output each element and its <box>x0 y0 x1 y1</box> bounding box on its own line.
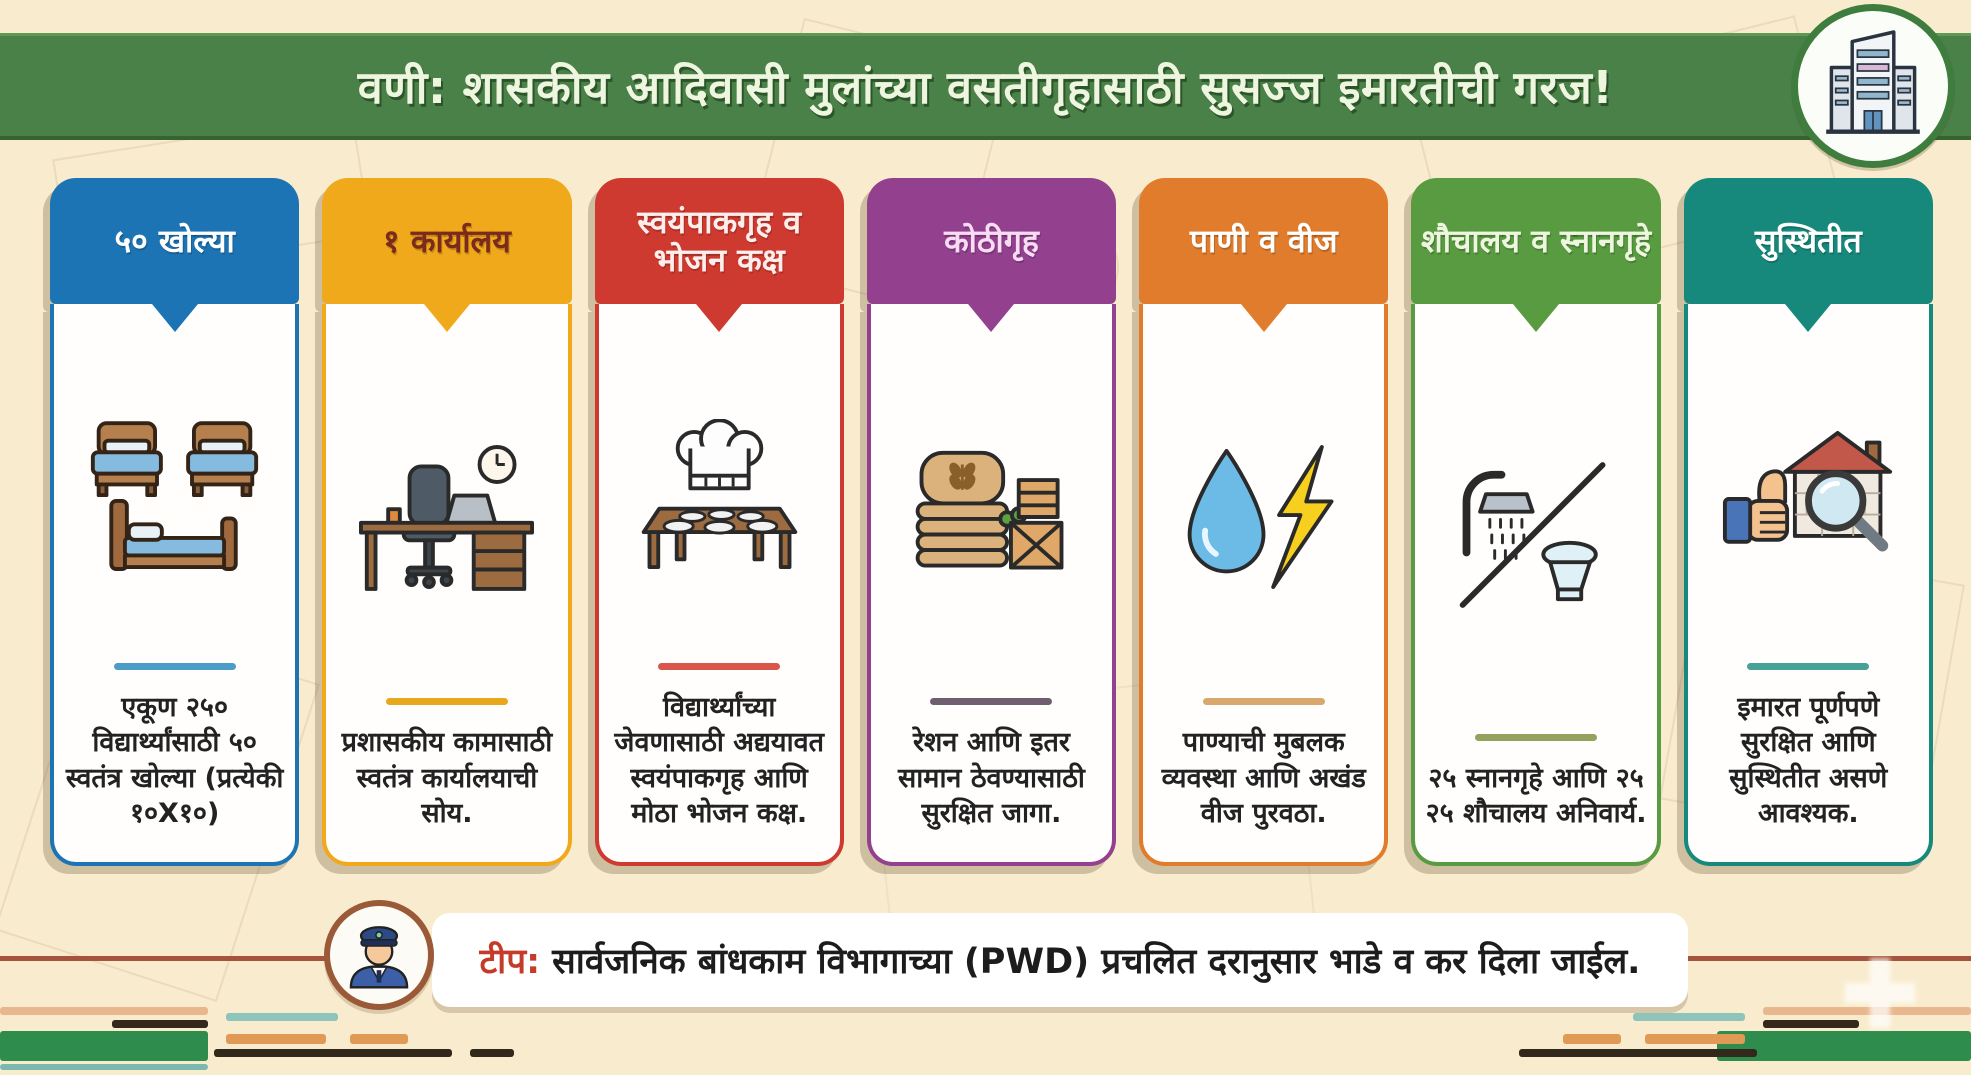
card-divider <box>1475 734 1597 741</box>
header-badge <box>1791 4 1955 168</box>
card-toilets-bathrooms <box>1411 178 1660 866</box>
decor-stripe <box>350 1034 408 1044</box>
card-divider <box>386 698 508 705</box>
note-bar <box>432 913 1688 1007</box>
card-kitchen-dining <box>595 178 844 866</box>
beds-icon <box>87 346 262 653</box>
card-title: ५० खोल्या <box>50 178 299 304</box>
decor-stripe <box>1645 1034 1745 1044</box>
card-title: सुस्थितीत <box>1684 178 1933 304</box>
shower-toilet-icon <box>1449 346 1624 724</box>
card-pointer <box>1513 304 1559 332</box>
card-description: पाण्याची मुबलक व्यवस्था आणि अखंड वीज पुरवठा. <box>1161 727 1366 830</box>
officer-icon <box>340 914 418 996</box>
note-text: सार्वजनिक बांधकाम विभागाच्या (PWD) प्रचलित दरानुसार भाडे व कर दिला जाईल. <box>552 941 1641 982</box>
decor-stripe <box>0 1007 208 1015</box>
card-pointer <box>696 304 742 332</box>
card-title: स्वयंपाकगृह व भोजन कक्ष <box>595 178 844 304</box>
decor-stripe <box>1519 1049 1757 1057</box>
water-electricity-icon <box>1176 346 1351 688</box>
card-pointer <box>1241 304 1287 332</box>
card-title: शौचालय व स्नानगृहे <box>1411 178 1660 304</box>
decor-stripe <box>1563 1034 1621 1044</box>
card-pointer <box>1785 304 1831 332</box>
card-description: विद्यार्थ्यांच्या जेवणासाठी अद्ययावत स्वयंपाकगृह आणि मोठा भोजन कक्ष. <box>614 691 824 830</box>
header-banner <box>0 33 1971 140</box>
decor-stripe <box>0 1064 208 1070</box>
card-office <box>322 178 571 866</box>
office-desk-icon <box>359 346 534 688</box>
card-title: १ कार्यालय <box>322 178 571 304</box>
building-icon <box>1821 26 1925 146</box>
card-divider <box>114 663 236 670</box>
card-description: प्रशासकीय कामासाठी स्वतंत्र कार्यालयाची सोय. <box>341 727 553 830</box>
note-badge <box>324 900 434 1010</box>
decor-stripe <box>226 1013 338 1021</box>
decor-stripe <box>112 1020 208 1028</box>
card-title: पाणी व वीज <box>1139 178 1388 304</box>
card-title: कोठीगृह <box>867 178 1116 304</box>
storage-sacks-icon <box>904 346 1079 688</box>
note-label: टीप: <box>479 941 541 982</box>
decor-stripe <box>214 1049 452 1057</box>
card-rooms <box>50 178 299 866</box>
card-description: रेशन आणि इतर सामान ठेवण्यासाठी सुरक्षित जागा. <box>898 727 1085 830</box>
requirement-cards <box>50 178 1933 866</box>
card-description: २५ स्नानगृहे आणि २५ २५ शौचालय अनिवार्य. <box>1425 762 1647 830</box>
kitchen-dining-icon <box>632 346 807 653</box>
page-title: वणी: शासकीय आदिवासी मुलांच्या वसतीगृहासाठी सुसज्ज इमारतीची गरज! <box>357 60 1614 114</box>
building-inspection-icon <box>1721 346 1896 653</box>
card-good-condition <box>1684 178 1933 866</box>
card-divider <box>1203 698 1325 705</box>
decor-stripe <box>0 1031 208 1061</box>
card-storeroom <box>867 178 1116 866</box>
card-pointer <box>968 304 1014 332</box>
card-description: इमारत पूर्णपणे सुरक्षित आणि सुस्थितीत असणे आवश्यक. <box>1729 691 1888 830</box>
card-divider <box>1747 663 1869 670</box>
card-pointer <box>152 304 198 332</box>
decor-stripe <box>470 1049 514 1057</box>
card-description: एकूण २५० विद्यार्थ्यांसाठी ५० स्वतंत्र खोल्या (प्रत्येकी १०X१०) <box>65 691 284 830</box>
card-divider <box>658 663 780 670</box>
decor-plus <box>1845 958 1915 1028</box>
decor-stripe <box>1633 1013 1745 1021</box>
card-divider <box>930 698 1052 705</box>
card-water-electricity <box>1139 178 1388 866</box>
decor-stripe <box>226 1034 326 1044</box>
card-pointer <box>424 304 470 332</box>
